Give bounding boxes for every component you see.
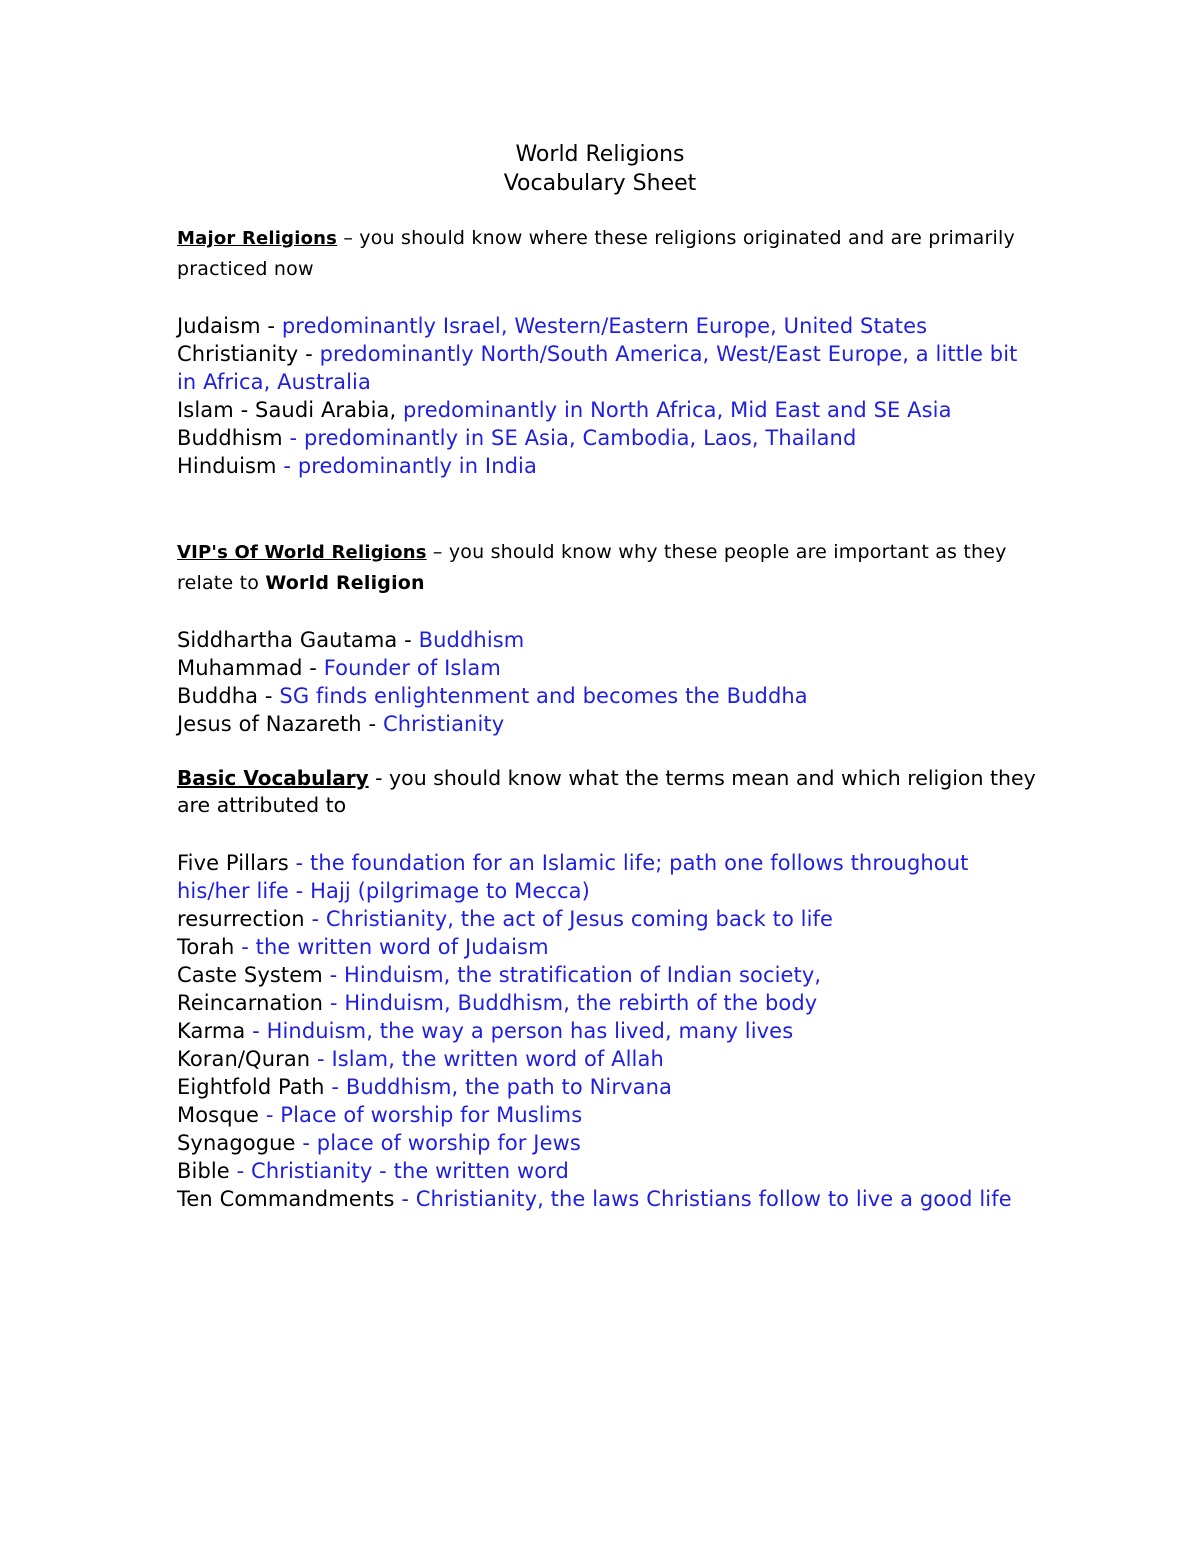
list-item bbox=[177, 989, 1037, 1017]
basic-vocabulary-list bbox=[177, 849, 1037, 1213]
entry-answer: predominantly in North Africa, Mid East and SE Asia bbox=[403, 398, 952, 422]
entry-term: Eightfold Path bbox=[177, 1075, 325, 1099]
list-item bbox=[177, 1185, 1037, 1213]
list-item bbox=[177, 626, 1037, 654]
entry-term: Jesus of Nazareth - bbox=[177, 712, 383, 736]
vips-list bbox=[177, 626, 1037, 738]
entry-term: Synagogue bbox=[177, 1131, 296, 1155]
entry-term: Islam - Saudi Arabia, bbox=[177, 398, 404, 422]
list-item bbox=[177, 396, 1037, 424]
entry-term: Muhammad - bbox=[177, 656, 324, 680]
entry-answer: predominantly Israel, Western/Eastern Europe, United States bbox=[281, 314, 928, 338]
basic-vocabulary-heading: Basic Vocabulary bbox=[177, 766, 369, 790]
entry-answer: - place of worship for Jews bbox=[295, 1131, 581, 1155]
major-religions-list bbox=[177, 312, 1037, 480]
entry-answer: - Islam, the written word of Allah bbox=[310, 1047, 664, 1071]
list-item bbox=[177, 933, 1037, 961]
entry-answer: predominantly North/South America, West/East Europe, a little bit in Africa, Australia bbox=[177, 342, 1018, 394]
vips-instructions: – you should know why these people are important as they relate to bbox=[177, 541, 1007, 594]
entry-answer: - Christianity, the act of Jesus coming back to life bbox=[304, 907, 834, 931]
title-line-1: World Religions bbox=[515, 142, 685, 167]
major-religions-instructions: – you should know where these religions originated and are primarily practiced now bbox=[177, 227, 1015, 280]
entry-term: Caste System bbox=[177, 963, 323, 987]
list-item bbox=[177, 849, 1037, 905]
entry-answer: - the foundation for an Islamic life; path one follows throughout his/her life - Hajj (pilgrimage to Mecca) bbox=[177, 851, 969, 903]
entry-term: Koran/Quran bbox=[177, 1047, 311, 1071]
entry-answer: - Hinduism, Buddhism, the rebirth of the body bbox=[323, 991, 818, 1015]
entry-term: Christianity - bbox=[177, 342, 320, 366]
basic-vocabulary-intro bbox=[177, 765, 1037, 819]
entry-term: Buddha - bbox=[177, 684, 280, 708]
list-item bbox=[177, 682, 1037, 710]
entry-answer: - Christianity, the laws Christians follow to live a good life bbox=[394, 1187, 1012, 1211]
entry-answer: Buddhism bbox=[418, 628, 525, 652]
document-title bbox=[0, 140, 1200, 198]
entry-term: Mosque bbox=[177, 1103, 260, 1127]
list-item bbox=[177, 1101, 1037, 1129]
entry-answer: - Hinduism, the way a person has lived, many lives bbox=[245, 1019, 794, 1043]
entry-term: Judaism - bbox=[177, 314, 282, 338]
entry-answer: - predominantly in India bbox=[276, 454, 537, 478]
vips-instructions-bold: World Religion bbox=[265, 572, 425, 594]
entry-answer: - Christianity - the written word bbox=[229, 1159, 569, 1183]
entry-term: Reincarnation bbox=[177, 991, 324, 1015]
list-item bbox=[177, 340, 1037, 396]
entry-answer: SG finds enlightenment and becomes the Buddha bbox=[279, 684, 808, 708]
entry-answer: Founder of Islam bbox=[323, 656, 501, 680]
entry-term: Ten Commandments bbox=[177, 1187, 395, 1211]
list-item bbox=[177, 424, 1037, 452]
list-item bbox=[177, 654, 1037, 682]
entry-term: Buddhism bbox=[177, 426, 283, 450]
entry-term: resurrection bbox=[177, 907, 305, 931]
basic-vocabulary-instructions: - you should know what the terms mean and which religion they are attributed to bbox=[177, 766, 1036, 817]
entry-answer: - Place of worship for Muslims bbox=[259, 1103, 583, 1127]
entry-term: Torah bbox=[177, 935, 235, 959]
list-item bbox=[177, 905, 1037, 933]
list-item bbox=[177, 710, 1037, 738]
entry-answer: - the written word of Judaism bbox=[234, 935, 549, 959]
major-religions-intro bbox=[177, 223, 1037, 284]
entry-term: Hinduism bbox=[177, 454, 277, 478]
vips-heading: VIP's Of World Religions bbox=[177, 542, 427, 563]
entry-answer: Christianity bbox=[382, 712, 505, 736]
vips-intro bbox=[177, 537, 1037, 598]
major-religions-heading: Major Religions bbox=[177, 228, 338, 249]
list-item bbox=[177, 452, 1037, 480]
list-item bbox=[177, 1073, 1037, 1101]
list-item bbox=[177, 1129, 1037, 1157]
entry-term: Siddhartha Gautama - bbox=[177, 628, 419, 652]
entry-term: Five Pillars bbox=[177, 851, 289, 875]
list-item bbox=[177, 1017, 1037, 1045]
list-item bbox=[177, 1157, 1037, 1185]
list-item bbox=[177, 312, 1037, 340]
entry-answer: - Hinduism, the stratification of Indian society, bbox=[322, 963, 822, 987]
list-item bbox=[177, 961, 1037, 989]
list-item bbox=[177, 1045, 1037, 1073]
entry-term: Bible bbox=[177, 1159, 230, 1183]
entry-answer: - predominantly in SE Asia, Cambodia, Laos, Thailand bbox=[282, 426, 857, 450]
entry-term: Karma bbox=[177, 1019, 246, 1043]
entry-answer: - Buddhism, the path to Nirvana bbox=[324, 1075, 672, 1099]
title-line-2: Vocabulary Sheet bbox=[503, 171, 697, 196]
